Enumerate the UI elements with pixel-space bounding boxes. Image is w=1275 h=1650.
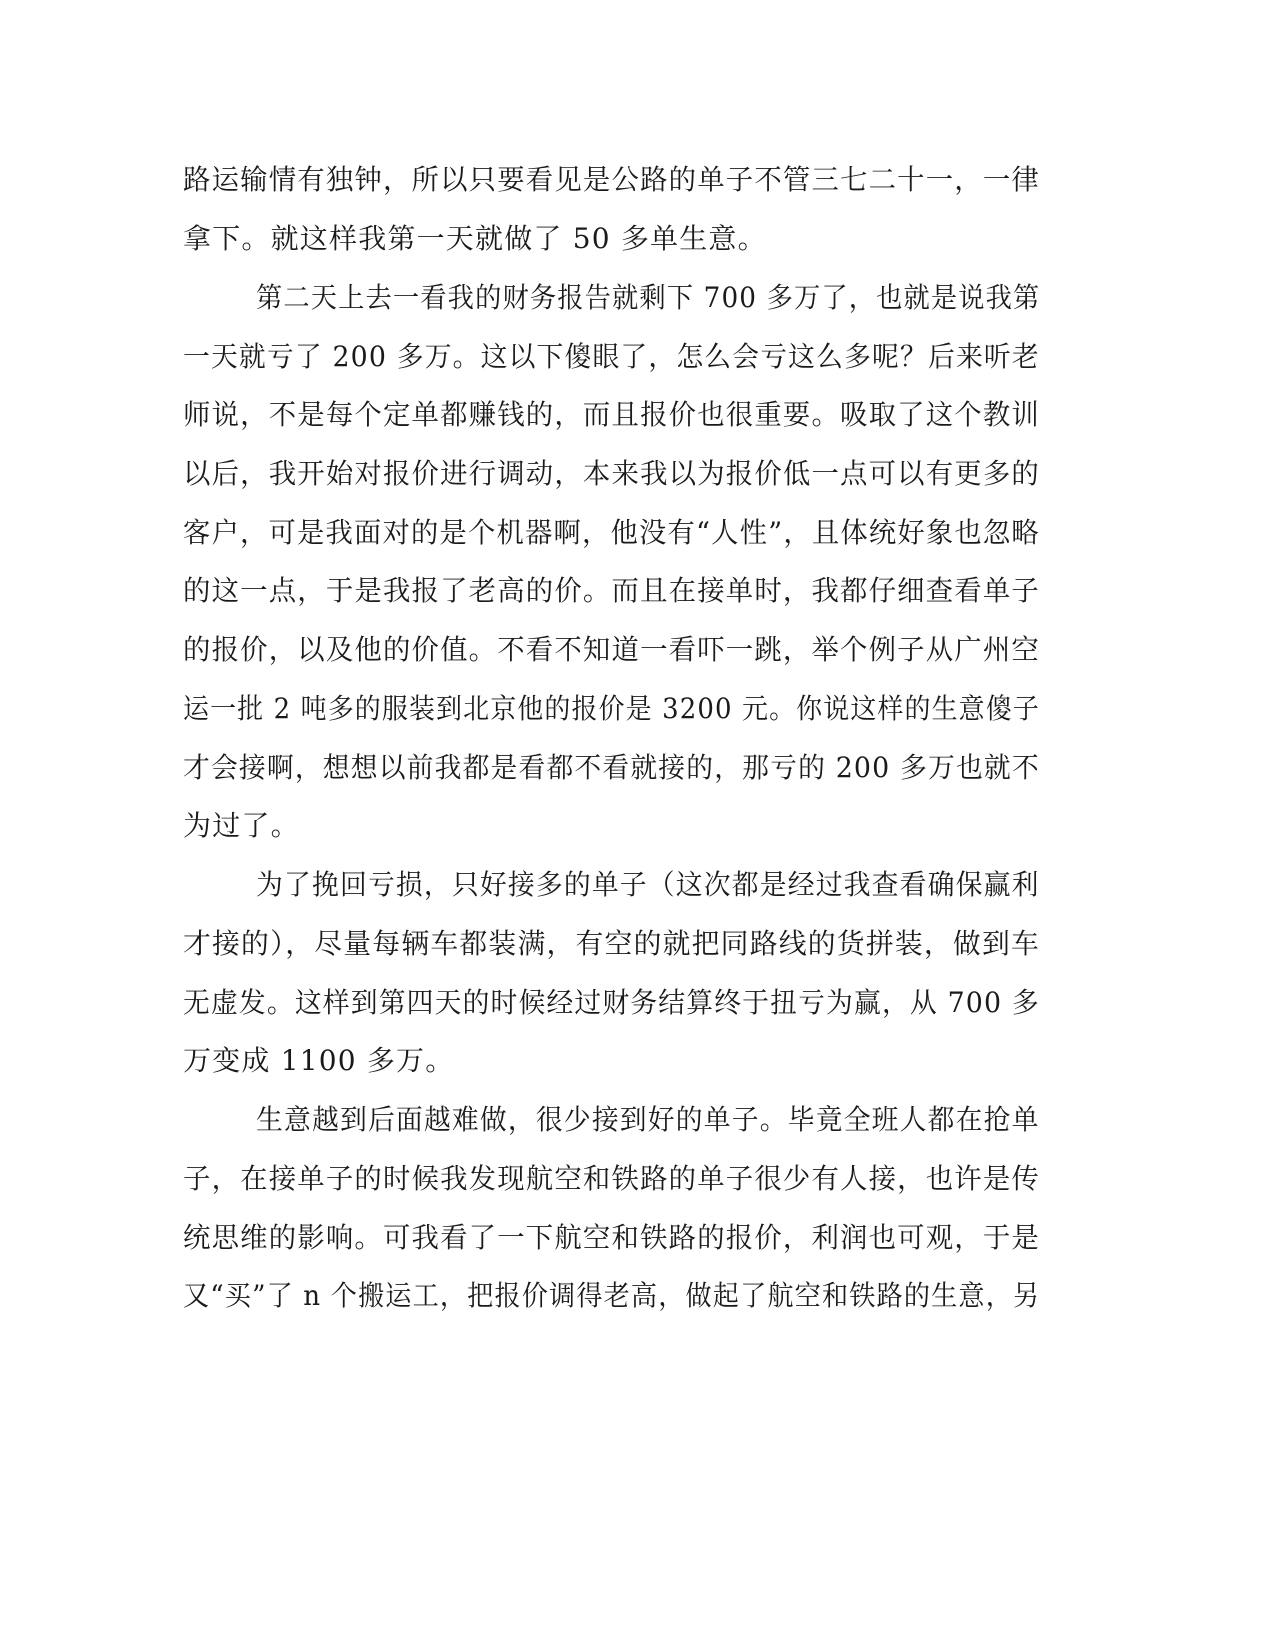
text-line: 才接的），尽量每辆车都装满，有空的就把同路线的货拼装，做到车 (183, 927, 1041, 960)
text-line: 路运输情有独钟，所以只要看见是公路的单子不管三七二十一，一律 (183, 163, 1041, 196)
text-line: 师说，不是每个定单都赚钱的，而且报价也很重要。吸取了这个教训 (183, 398, 1041, 431)
text-line: 的这一点，于是我报了老高的价。而且在接单时，我都仔细查看单子 (183, 574, 1041, 607)
text-line: 统思维的影响。可我看了一下航空和铁路的报价，利润也可观，于是 (183, 1221, 1041, 1254)
text-line: 子，在接单子的时候我发现航空和铁路的单子很少有人接，也许是传 (183, 1162, 1041, 1195)
text-line: 万变成 1100 多万。 (183, 1044, 455, 1077)
text-line: 生意越到后面越难做，很少接到好的单子。毕竟全班人都在抢单 (256, 1103, 1040, 1136)
text-line: 一天就亏了 200 多万。这以下傻眼了，怎么会亏这么多呢？后来听老 (183, 340, 1040, 373)
text-line: 客户，可是我面对的是个机器啊，他没有“人性”，且体统好象也忽略 (183, 516, 1040, 549)
text-line: 第二天上去一看我的财务报告就剩下 700 多万了，也就是说我第 (256, 281, 1041, 314)
text-line: 拿下。就这样我第一天就做了 50 多单生意。 (183, 222, 767, 255)
text-line: 运一批 2 吨多的服装到北京他的报价是 3200 元。你说这样的生意傻子 (183, 692, 1040, 725)
text-line: 又“买”了 n 个搬运工，把报价调得老高，做起了航空和铁路的生意，另 (183, 1279, 1041, 1312)
text-line: 以后，我开始对报价进行调动，本来我以为报价低一点可以有更多的 (183, 457, 1041, 490)
text-line: 的报价，以及他的价值。不看不知道一看吓一跳，举个例子从广州空 (183, 633, 1041, 666)
text-line: 为过了。 (183, 809, 300, 842)
text-line: 才会接啊，想想以前我都是看都不看就接的，那亏的 200 多万也就不 (183, 751, 1040, 784)
text-line: 无虚发。这样到第四天的时候经过财务结算终于扭亏为赢，从 700 多 (183, 986, 1040, 1019)
text-line: 为了挽回亏损，只好接多的单子（这次都是经过我查看确保赢利 (256, 868, 1040, 901)
